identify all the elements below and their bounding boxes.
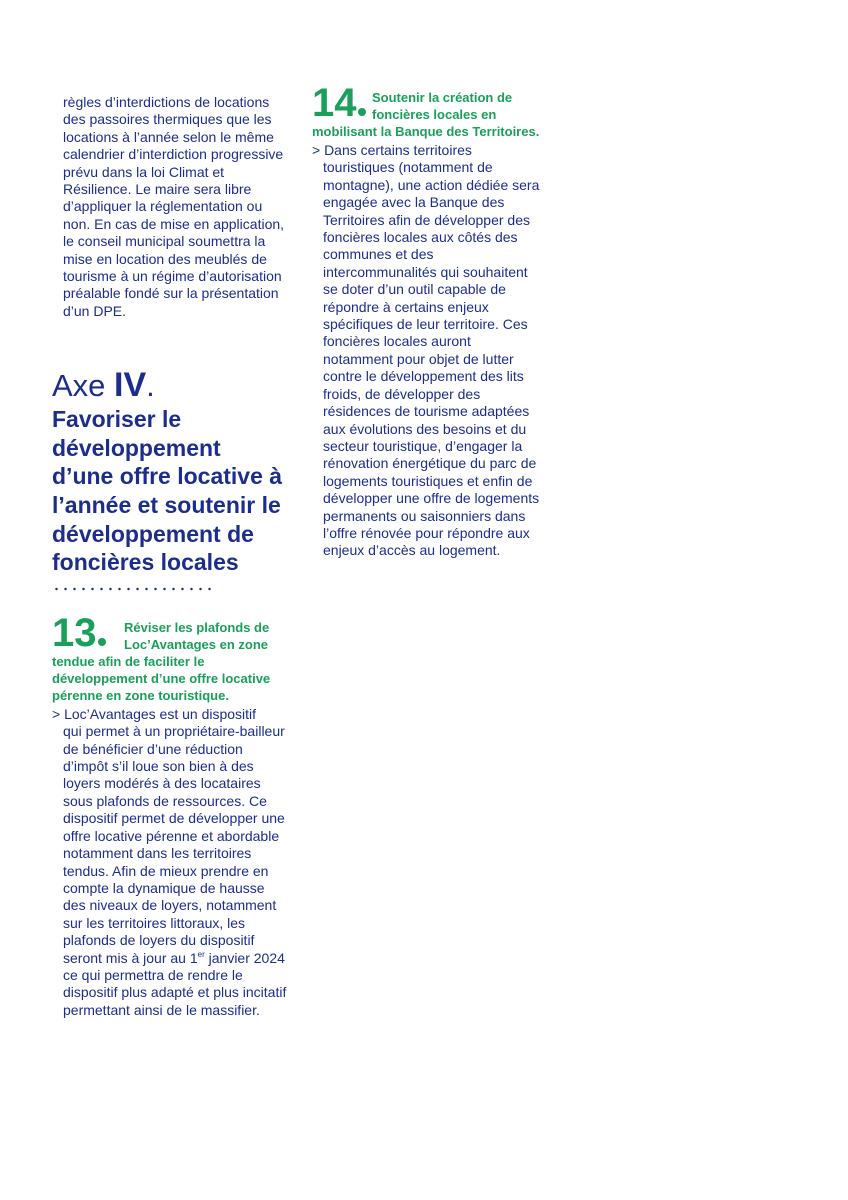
measure-body-rest bbox=[52, 723, 288, 1019]
superscript: er bbox=[197, 949, 205, 959]
measure-number-text: 13 bbox=[52, 610, 97, 655]
measure-body-text-a: qui permet à un propriétaire-bailleur de bénéficier d’une réduction d’impôt s’il loue son bien à des loyers modérés à des locataires sous plafonds de ressources. Ce dispositif permet de développer une offre locative pérenne et abordable notamment dans les territoires tendus. Afin de mieux prendre en compte la dynamique de hausse des niveaux de loyers, notamment sur les territoires littoraux, les plafonds de loyers du dispositif seront mis à jour au 1 bbox=[63, 723, 285, 966]
measure-body-lead: > Dans certains territoires bbox=[312, 142, 472, 158]
intro-paragraph: règles d’interdictions de locations des passoires thermiques que les locations à l’année selon le même calendrier d’interdiction progressive prévu dans la loi Climat et Résilience. Le maire sera libre d’appliquer la réglementation ou non. En cas de mise en application, le conseil municipal soumettra la mise en location des meublés de tourisme à un régime d’autorisation préalable fondé sur la présentation d’un DPE. bbox=[63, 94, 285, 319]
measure-body-rest: touristiques (notamment de montagne), une action dédiée sera engagée avec la Banque des Territoires afin de développer des foncières locales aux côtés des communes et des intercommunalités qui souhaitent se doter d’un outil capable de répondre à certains enjeux spécifiques de leur territoire. Ces foncières locales auront notamment pour objet de lutter contre le développement des lits froids, de développer des résidences de tourisme adaptées aux évolutions des besoins et du secteur touristique, d’engager la rénovation énergétique du parc de logements touristiques et enfin de développer une offre de logements permanents ou saisonniers dans l’offre rénovée pour répondre aux enjeux d’accès au logement. bbox=[323, 159, 540, 559]
measure-14 bbox=[312, 81, 542, 560]
measure-13-heading bbox=[52, 610, 288, 704]
measure-13 bbox=[52, 610, 288, 1019]
measure-title-rest: tendue afin de faciliter le développement d’une offre locative pérenne en zone touristique. bbox=[52, 653, 271, 703]
measure-body bbox=[52, 706, 288, 1019]
measure-title-rest: mobilisant la Banque des Territoires. bbox=[312, 124, 540, 139]
axe-title: Favoriser le développement d’une offre locative à l’année et soutenir le développement de foncières locales bbox=[52, 406, 283, 576]
axe-word: Axe bbox=[52, 368, 106, 404]
measure-title-line-2: Loc’Avantages en zone bbox=[124, 636, 268, 652]
measure-title-line-1: Réviser les plafonds de bbox=[124, 619, 270, 635]
left-column bbox=[52, 94, 288, 1019]
measure-title-line-2: foncières locales en bbox=[372, 107, 497, 122]
measure-body bbox=[312, 142, 542, 560]
number-dot-icon bbox=[98, 638, 106, 646]
right-column bbox=[312, 81, 542, 560]
dotted-divider bbox=[52, 587, 216, 591]
axe-period: . bbox=[146, 368, 155, 404]
measure-14-heading bbox=[312, 81, 542, 140]
measure-number bbox=[312, 83, 366, 123]
number-dot-icon bbox=[358, 108, 366, 116]
measure-number bbox=[52, 610, 106, 655]
axe-number: IV bbox=[114, 366, 147, 405]
measure-body-text-b: janvier 2024 ce qui permettra de rendre le dispositif plus adapté et plus incitatif permettant ainsi de le massifier. bbox=[63, 949, 287, 1018]
measure-number-text: 14 bbox=[312, 81, 357, 125]
measure-title-line-1: Soutenir la création de bbox=[372, 90, 513, 105]
axe-label bbox=[52, 367, 288, 404]
measure-body-lead: > Loc’Avantages est un dispositif bbox=[52, 705, 257, 722]
axe-heading bbox=[52, 367, 288, 577]
